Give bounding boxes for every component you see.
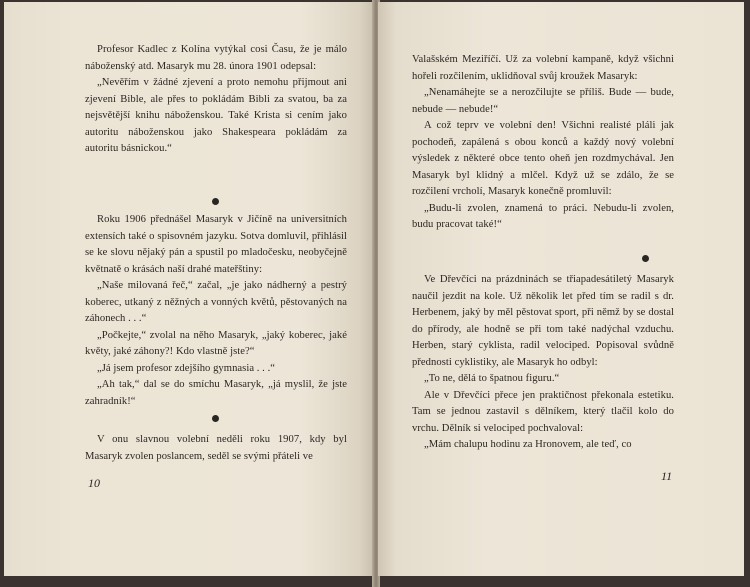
left-block-3 <box>85 432 347 465</box>
section-bullet <box>212 198 219 205</box>
paragraph: „Nenamáhejte se a nerozčilujte se příliš. Bude — bude, nebude — nebude!“ <box>412 87 674 115</box>
right-block-1 <box>412 52 674 234</box>
section-bullet <box>642 255 649 262</box>
paragraph: „Nevěřím v žádné zjevení a proto nemohu přijmout ani zjevení Bible, ale přes to pokládám Bibli za svatou, ba za nejsvětější knihu náboženskou. Také Krista si cením jako autoritu náboženskou jako Shakespeara pokládám za autoritu básnickou.“ <box>85 77 347 154</box>
paragraph: Profesor Kadlec z Kolína vytýkal cosi Času, že je málo náboženský atd. Masaryk mu 28. února 1901 odepsal: <box>85 44 347 72</box>
left-block-1 <box>85 42 347 158</box>
left-page <box>4 2 374 576</box>
left-block-2 <box>85 212 347 410</box>
paragraph: A což teprv ve volební den! Všichni realisté pláli jak pochodeň, zapálená s obou konců a každý nový volební výsledek z některé obce tento oheň jen rozdmychával. Jen Masaryk byl klidný a mlčel. Když už se zdálo, že se rozčilení vrcholí, Masaryk konečně promluvil: <box>412 120 674 197</box>
paragraph: Roku 1906 přednášel Masaryk v Jičíně na universitních extensích také o spisovném jazyku. Sotva domluvil, přihlásil se ke slovu nějaký pán a spustil po mladočesku, neobyčejně květnatě o krásách naší drahé mateřštiny: <box>85 214 347 275</box>
paragraph: „Naše milovaná řeč,“ začal, „je jako nádherný a pestrý koberec, utkaný z něžných a vonných květů, pěstovaných na záhonech . . .“ <box>85 280 347 324</box>
section-bullet <box>212 415 219 422</box>
right-page <box>378 2 744 576</box>
paragraph: „Mám chalupu hodinu za Hronovem, ale teď, co <box>424 439 632 450</box>
paragraph: Valašském Meziříčí. Už za volební kampaně, když všichni hořeli rozčilením, uklidňoval svůj kroužek Masaryk: <box>412 54 674 82</box>
paragraph: „Já jsem profesor zdejšího gymnasia . . .“ <box>97 362 276 374</box>
paragraph: Ve Dřevčíci na prázdninách se třiapadesátiletý Masaryk naučil jezdit na kole. Už několik let před tím se radil s dr. Herbenem, jaký by měl pěstovat sport, při němž by se dostal do přírody, ale hodně se při tom také nadýchal vzduchu. Herben, starý cyklista, radil velociped. Popisoval svůdně přednosti cyklistiky, ale Masaryk ho odbyl: <box>412 274 674 368</box>
right-block-2 <box>412 272 674 454</box>
paragraph: Ale v Dřevčíci přece jen praktičnost překonala estetiku. Tam se jednou zastavil s dělníkem, který tlačil kolo do vrchu. Dělník si velociped pochvaloval: <box>412 389 674 434</box>
paragraph: V onu slavnou volební neděli roku 1907, kdy byl Masaryk zvolen poslancem, seděl se svými přáteli ve <box>85 434 347 462</box>
page-number: 10 <box>88 476 100 490</box>
paragraph: „Ah tak,“ dal se do smíchu Masaryk, „já myslil, že jste zahradník!“ <box>85 379 347 407</box>
paragraph: „Počkejte,“ zvolal na něho Masaryk, „jaký koberec, jaké květy, jaké záhony?! Kdo vlastně jste?“ <box>85 329 347 357</box>
paragraph: „Budu-li zvolen, znamená to práci. Nebudu-li zvolen, budu pracovat také!“ <box>412 202 674 230</box>
paragraph: „To ne, dělá to špatnou figuru.“ <box>424 373 560 384</box>
page-number: 11 <box>661 469 673 483</box>
